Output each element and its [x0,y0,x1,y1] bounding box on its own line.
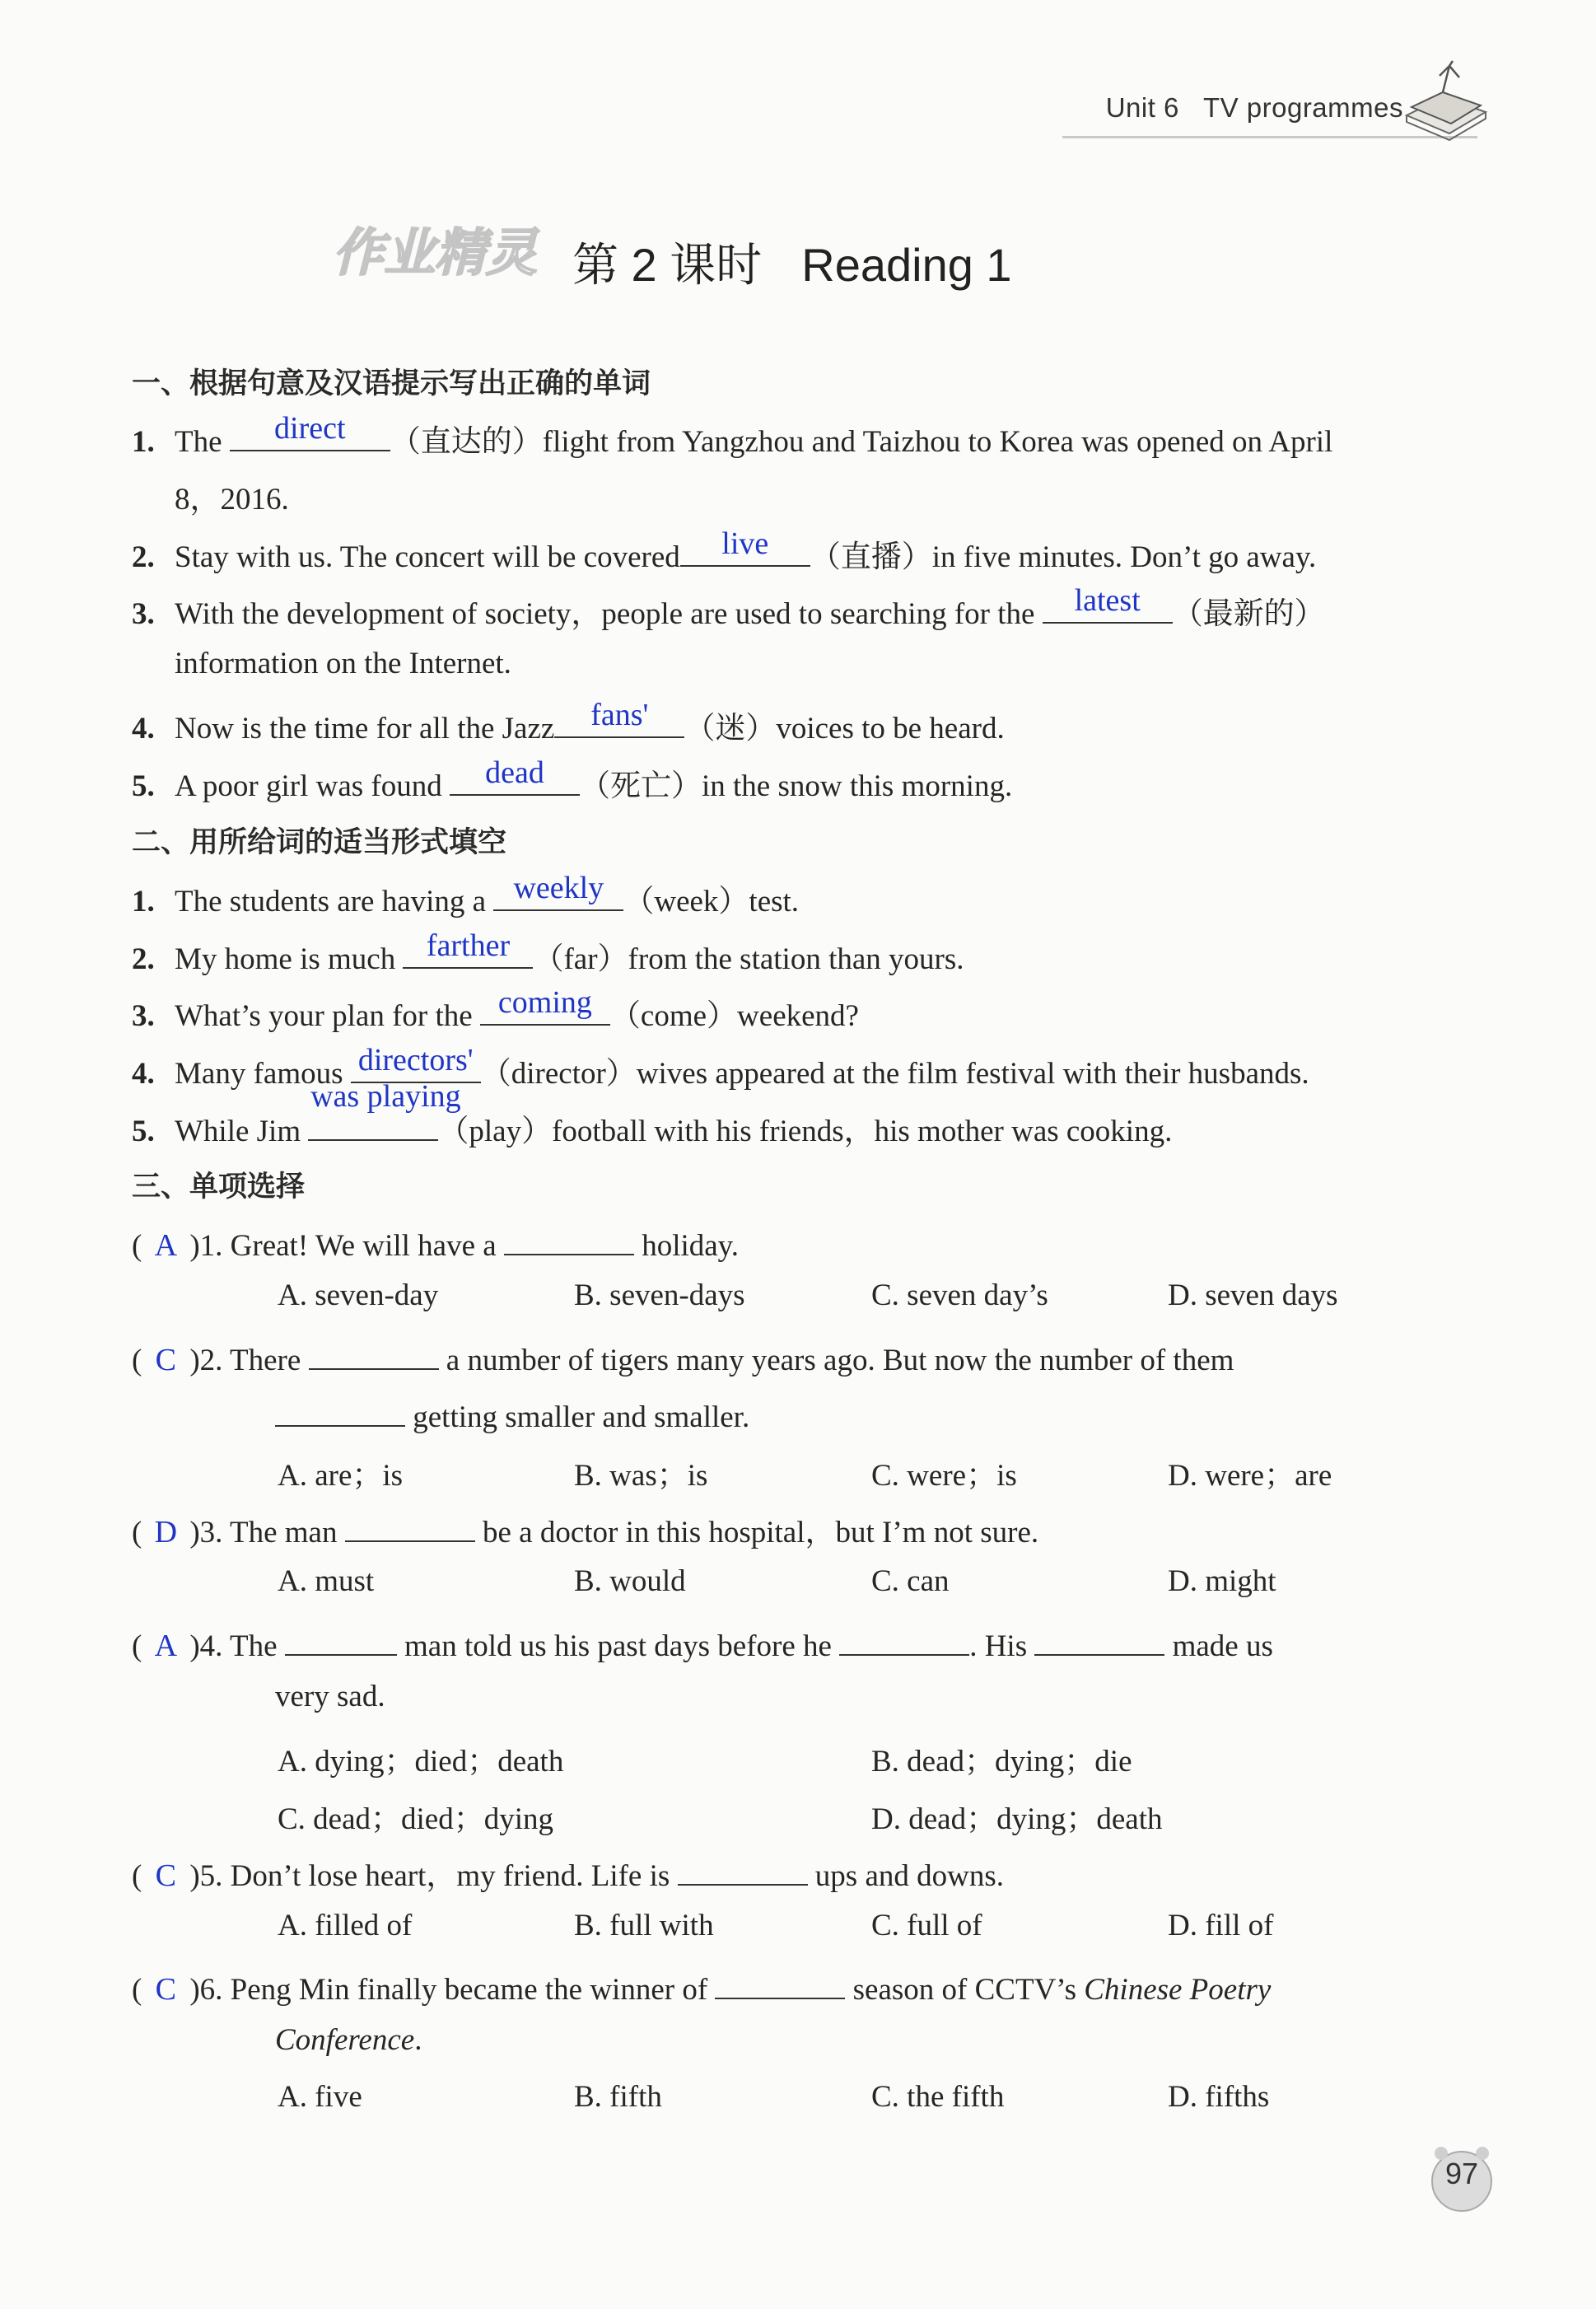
answer-blank[interactable] [839,1621,969,1656]
answer-blank[interactable] [345,1507,475,1542]
mc-answer[interactable]: C [155,1972,176,2007]
option-d[interactable]: D. might [1168,1564,1276,1598]
s1-item-2: 2. Stay with us. The concert will be covered live （直播）in five minutes. Don’t go away. [132,526,1317,574]
option-a[interactable]: A. must [278,1564,375,1598]
option-b[interactable]: B. full with [574,1909,714,1942]
option-b[interactable]: B. seven-days [574,1278,745,1312]
option-c[interactable]: C. the fifth [871,2080,1005,2114]
unit-label: Unit 6 [1105,92,1179,123]
option-d[interactable]: D. were；are [1168,1459,1332,1493]
s2-item-5: 5. While Jim was playing （play）football with his friends，his mother was cooking. [132,1079,1173,1148]
s1-item-3: 3. With the development of society，people are used to searching for the latest （最新的） [132,583,1325,631]
answer-blank[interactable] [678,1851,808,1886]
option-a[interactable]: A. dying；died；death [278,1745,564,1778]
option-c[interactable]: C. seven day’s [871,1278,1048,1312]
option-d[interactable]: D. seven days [1168,1278,1338,1312]
mc-question-5: ( C )5. Don’t lose heart，my friend. Life is ups and downs. [132,1850,1004,1895]
option-c[interactable]: C. were；is [871,1459,1017,1493]
page-number: 97 [1444,2157,1479,2190]
option-a[interactable]: A. five [278,2080,362,2114]
lesson-title-en: Reading 1 [801,239,1012,291]
s1-item-5: 5. A poor girl was found dead （死亡）in the snow this morning. [132,755,1013,803]
s1-item-3-cont: information on the Internet. [175,647,511,680]
mc-answer[interactable]: C [155,1343,176,1377]
s2-item-1: 1. The students are having a weekly （week）test. [132,871,800,918]
mc-answer[interactable]: A [154,1629,178,1663]
mc-question-1: ( A )1. Great! We will have a holiday. [132,1221,739,1264]
s1-item-4: 4. Now is the time for all the Jazz fans' （迷）voices to be heard. [132,698,1005,746]
option-a[interactable]: A. seven-day [278,1278,439,1312]
s2-item-3: 3. What’s your plan for the coming （come）weekend? [132,985,859,1033]
lesson-title [572,229,1012,295]
option-d[interactable]: D. fill of [1168,1909,1274,1942]
option-c[interactable]: C. full of [871,1909,982,1942]
lesson-title-zh: 第 2 课时 [572,239,763,291]
mc-question-4: ( A )4. The man told us his past days before he . His made us [132,1621,1273,1664]
answer-blank[interactable]: fans' [554,703,684,738]
mc-question-3: ( D )3. The man be a doctor in this hospital，but I’m not sure. [132,1507,1038,1551]
mc-question-2: ( C )2. There a number of tigers many years ago. But now the number of them [132,1335,1234,1378]
answer-blank[interactable] [285,1621,397,1656]
watermark-text: 作业精灵 [333,222,538,283]
s1-item-1: 1. The direct （直达的）flight from Yangzhou and Taizhou to Korea was opened on April [132,411,1333,459]
option-d[interactable]: D. dead；dying；death [871,1802,1163,1836]
section-3-heading: 三、单项选择 [132,1171,306,1204]
option-c[interactable]: C. can [871,1564,950,1598]
answer-blank[interactable] [275,1392,405,1427]
answer-blank[interactable] [309,1335,439,1370]
option-a[interactable]: A. are；is [278,1459,404,1493]
topic-label: TV programmes [1202,92,1403,123]
answer-blank[interactable]: direct [230,417,390,451]
option-c[interactable]: C. dead；died；dying [278,1802,554,1836]
answer-blank[interactable]: coming [480,991,610,1026]
mc-question-2-cont: getting smaller and smaller. [275,1392,749,1435]
section-2-heading: 二、用所给词的适当形式填空 [132,826,507,859]
option-a[interactable]: A. filled of [278,1909,413,1942]
watermark-logo [328,216,567,290]
answer-blank[interactable]: latest [1043,589,1173,624]
option-b[interactable]: B. was；is [574,1459,708,1493]
mc-question-6-cont: Conference. [275,2023,422,2057]
s1-item-1-cont: 8，2016. [175,483,289,516]
option-b[interactable]: B. fifth [574,2080,662,2114]
mc-question-4-cont: very sad. [275,1680,385,1713]
section-1-heading: 一、根据句意及汉语提示写出正确的单词 [132,367,651,400]
answer-blank[interactable]: directors' [351,1049,481,1083]
mc-question-6: ( C )6. Peng Min finally became the winner of season of CCTV’s Chinese Poetry [132,1965,1271,2008]
answer-blank[interactable]: was playing [308,1106,438,1141]
answer-blank[interactable]: farther [403,934,533,969]
answer-blank[interactable]: dead [450,761,580,796]
option-b[interactable]: B. would [574,1564,686,1598]
answer-blank[interactable]: weekly [493,876,623,911]
books-icon [1400,58,1491,148]
mc-answer[interactable]: C [155,1858,176,1893]
answer-blank[interactable] [715,1965,845,1999]
answer-blank[interactable] [504,1221,634,1255]
mc-answer[interactable]: D [154,1515,178,1549]
s2-item-4: 4. Many famous directors' （director）wives appeared at the film festival with their husbands. [132,1043,1309,1091]
running-header [1106,92,1403,124]
option-d[interactable]: D. fifths [1168,2080,1270,2114]
answer-blank[interactable]: live [680,532,810,567]
mc-answer[interactable]: A [154,1228,178,1263]
option-b[interactable]: B. dead；dying；die [871,1745,1132,1778]
s2-item-2: 2. My home is much farther （far）from the station than yours. [132,928,964,976]
answer-blank[interactable] [1034,1621,1164,1656]
